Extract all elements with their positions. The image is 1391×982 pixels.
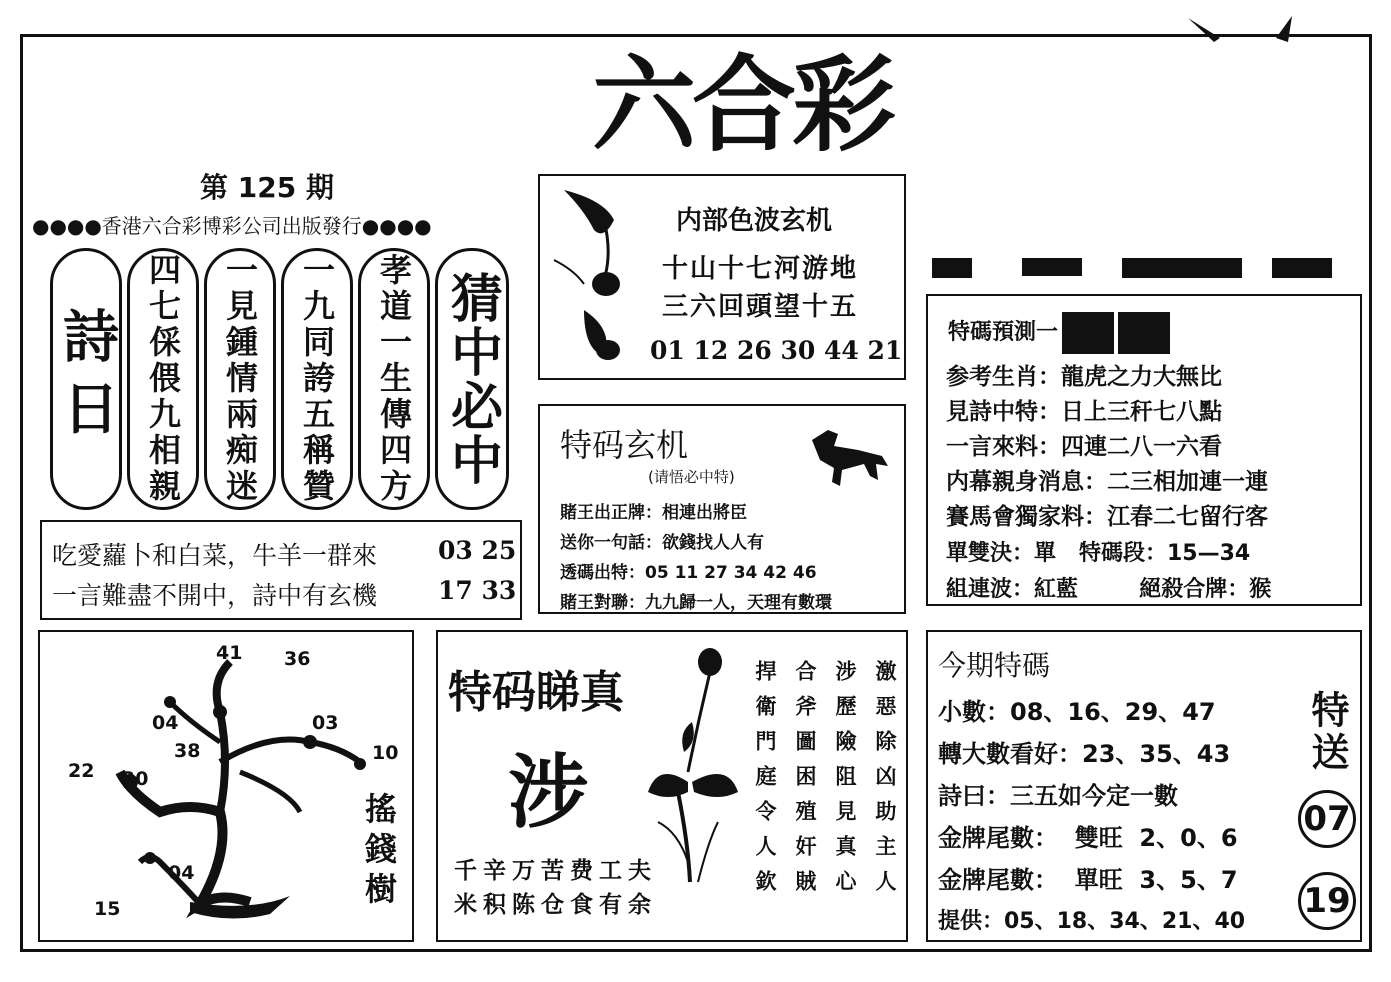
tree-number: 38 [174,740,201,762]
decorative-stripe [912,258,1352,288]
special-mystery-row-3: 透碼出特：05 11 27 34 42 46 [560,563,817,583]
prediction-row-7: 組連波：紅藍 絕殺合牌：猴 [946,577,1272,602]
this-issue-box [926,630,1362,942]
page-title: 六合彩 [592,44,893,166]
hidden-block [1118,312,1170,354]
poem-column-text: 一見鍾情兩痴迷 [221,253,259,505]
poem-column-text: 一九同誇五稱贊 [298,253,336,505]
true-special-column-1: 激惡除凶助主人 [873,660,897,905]
prediction-header-label: 特碼預測一 [948,320,1059,345]
prediction-row-5: 賽馬會獨家料：江春二七留行客 [946,504,1268,530]
color-wave-line-2: 三六回頭望十五 [662,292,859,322]
birds-icon [1180,12,1310,48]
this-issue-row-5: 金牌尾數： 單旺 3、5、7 [938,866,1238,894]
special-mystery-row-4: 賭王對聯：九九歸一人，天理有數環 [560,593,832,613]
tree-number: 36 [284,648,311,670]
tree-number: 41 [216,642,243,664]
this-issue-row-4: 金牌尾數： 雙旺 2、0、6 [938,824,1238,852]
this-issue-row-3: 詩曰：三五如今定一數 [938,782,1178,810]
tree-number: 10 [372,742,399,764]
prediction-row-4: 内幕親身消息：二三相加連一連 [946,469,1268,495]
prediction-row-6: 單雙決：單 特碼段：15—34 [946,541,1251,566]
true-special-column-3: 合斧圖困殖奸賊 [793,660,817,905]
true-special-big-char: 涉 [508,746,588,839]
riddle-2-text: 一言難盡不開中，詩中有玄機 [52,581,378,610]
poem-column-4 [358,248,430,510]
guess-pill [435,248,509,510]
special-send-label: 特送 [1305,690,1349,774]
poem-column-1 [127,248,199,510]
color-wave-title: 内部色波玄机 [676,206,833,236]
color-wave-line-1: 十山十七河游地 [662,254,859,284]
publisher-line: ●●●●香港六合彩博彩公司出版發行●●●● [32,214,432,238]
true-special-verse-1: 千辛万苦费工夫 [454,858,657,884]
color-wave-numbers: 01 12 26 30 44 21 [650,336,903,365]
riddle-1-numbers: 03 25 [438,536,517,565]
tree-number: 04 [168,862,195,884]
prediction-row-2: 見詩中特：日上三秆七八點 [946,399,1222,425]
color-wave-box [538,174,906,380]
horse-icon [798,420,894,500]
guess-text: 猜中必中 [441,271,502,487]
tree-number: 04 [152,712,179,734]
special-send-number-2: 19 [1298,872,1356,930]
true-special-box [436,630,908,942]
this-issue-row-2: 轉大數看好：23、35、43 [938,740,1231,768]
tree-icon [70,652,370,932]
flower-icon [544,180,644,376]
prediction-row-3: 一言來料：四連二八一六看 [946,434,1222,460]
true-special-title: 特码睇真 [448,667,624,718]
special-mystery-row-1: 賭王出正牌：相連出將臣 [560,503,747,523]
prediction-box [926,294,1362,606]
money-tree-label: 搖錢樹 [360,792,398,912]
this-issue-title: 今期特碼 [938,649,1051,682]
true-special-column-4: 捍衛門庭令人欽 [753,660,777,905]
poem-label-pill [50,248,122,510]
this-issue-row-6: 提供：05、18、34、21、40 [938,909,1246,934]
this-issue-row-1: 小數：08、16、29、47 [938,698,1216,726]
special-mystery-title: 特码玄机 [560,426,689,464]
tree-number: 30 [122,768,149,790]
poem-column-text: 孝道一生傳四方 [375,253,413,505]
prediction-row-1: 参考生肖：龍虎之力大無比 [946,364,1222,390]
poem-column-text: 四七倸偎九相親 [144,253,182,505]
special-mystery-subtitle: (请悟必中特) [648,468,735,486]
special-send-number-1: 07 [1298,790,1356,848]
poem-column-2 [204,248,276,510]
poem-label: 詩日 [54,307,119,451]
special-mystery-box [538,404,906,614]
true-special-verse-2: 米积陈仓食有余 [454,892,657,918]
true-special-column-2: 涉歷險阻見真心 [833,660,857,905]
hidden-block [1062,312,1114,354]
money-tree-box [38,630,414,942]
issue-number: 第 125 期 [200,171,334,204]
riddle-2-numbers: 17 33 [438,576,517,605]
tree-number: 15 [94,898,121,920]
tree-number: 03 [312,712,339,734]
tree-number: 22 [68,760,95,782]
prediction-header [948,312,1170,354]
poem-column-3 [281,248,353,510]
special-mystery-row-2: 送你一句話：欲錢找人人有 [560,533,764,553]
riddle-1-text: 吃愛蘿卜和白菜，牛羊一群來 [52,541,378,570]
riddles-box [40,520,522,620]
